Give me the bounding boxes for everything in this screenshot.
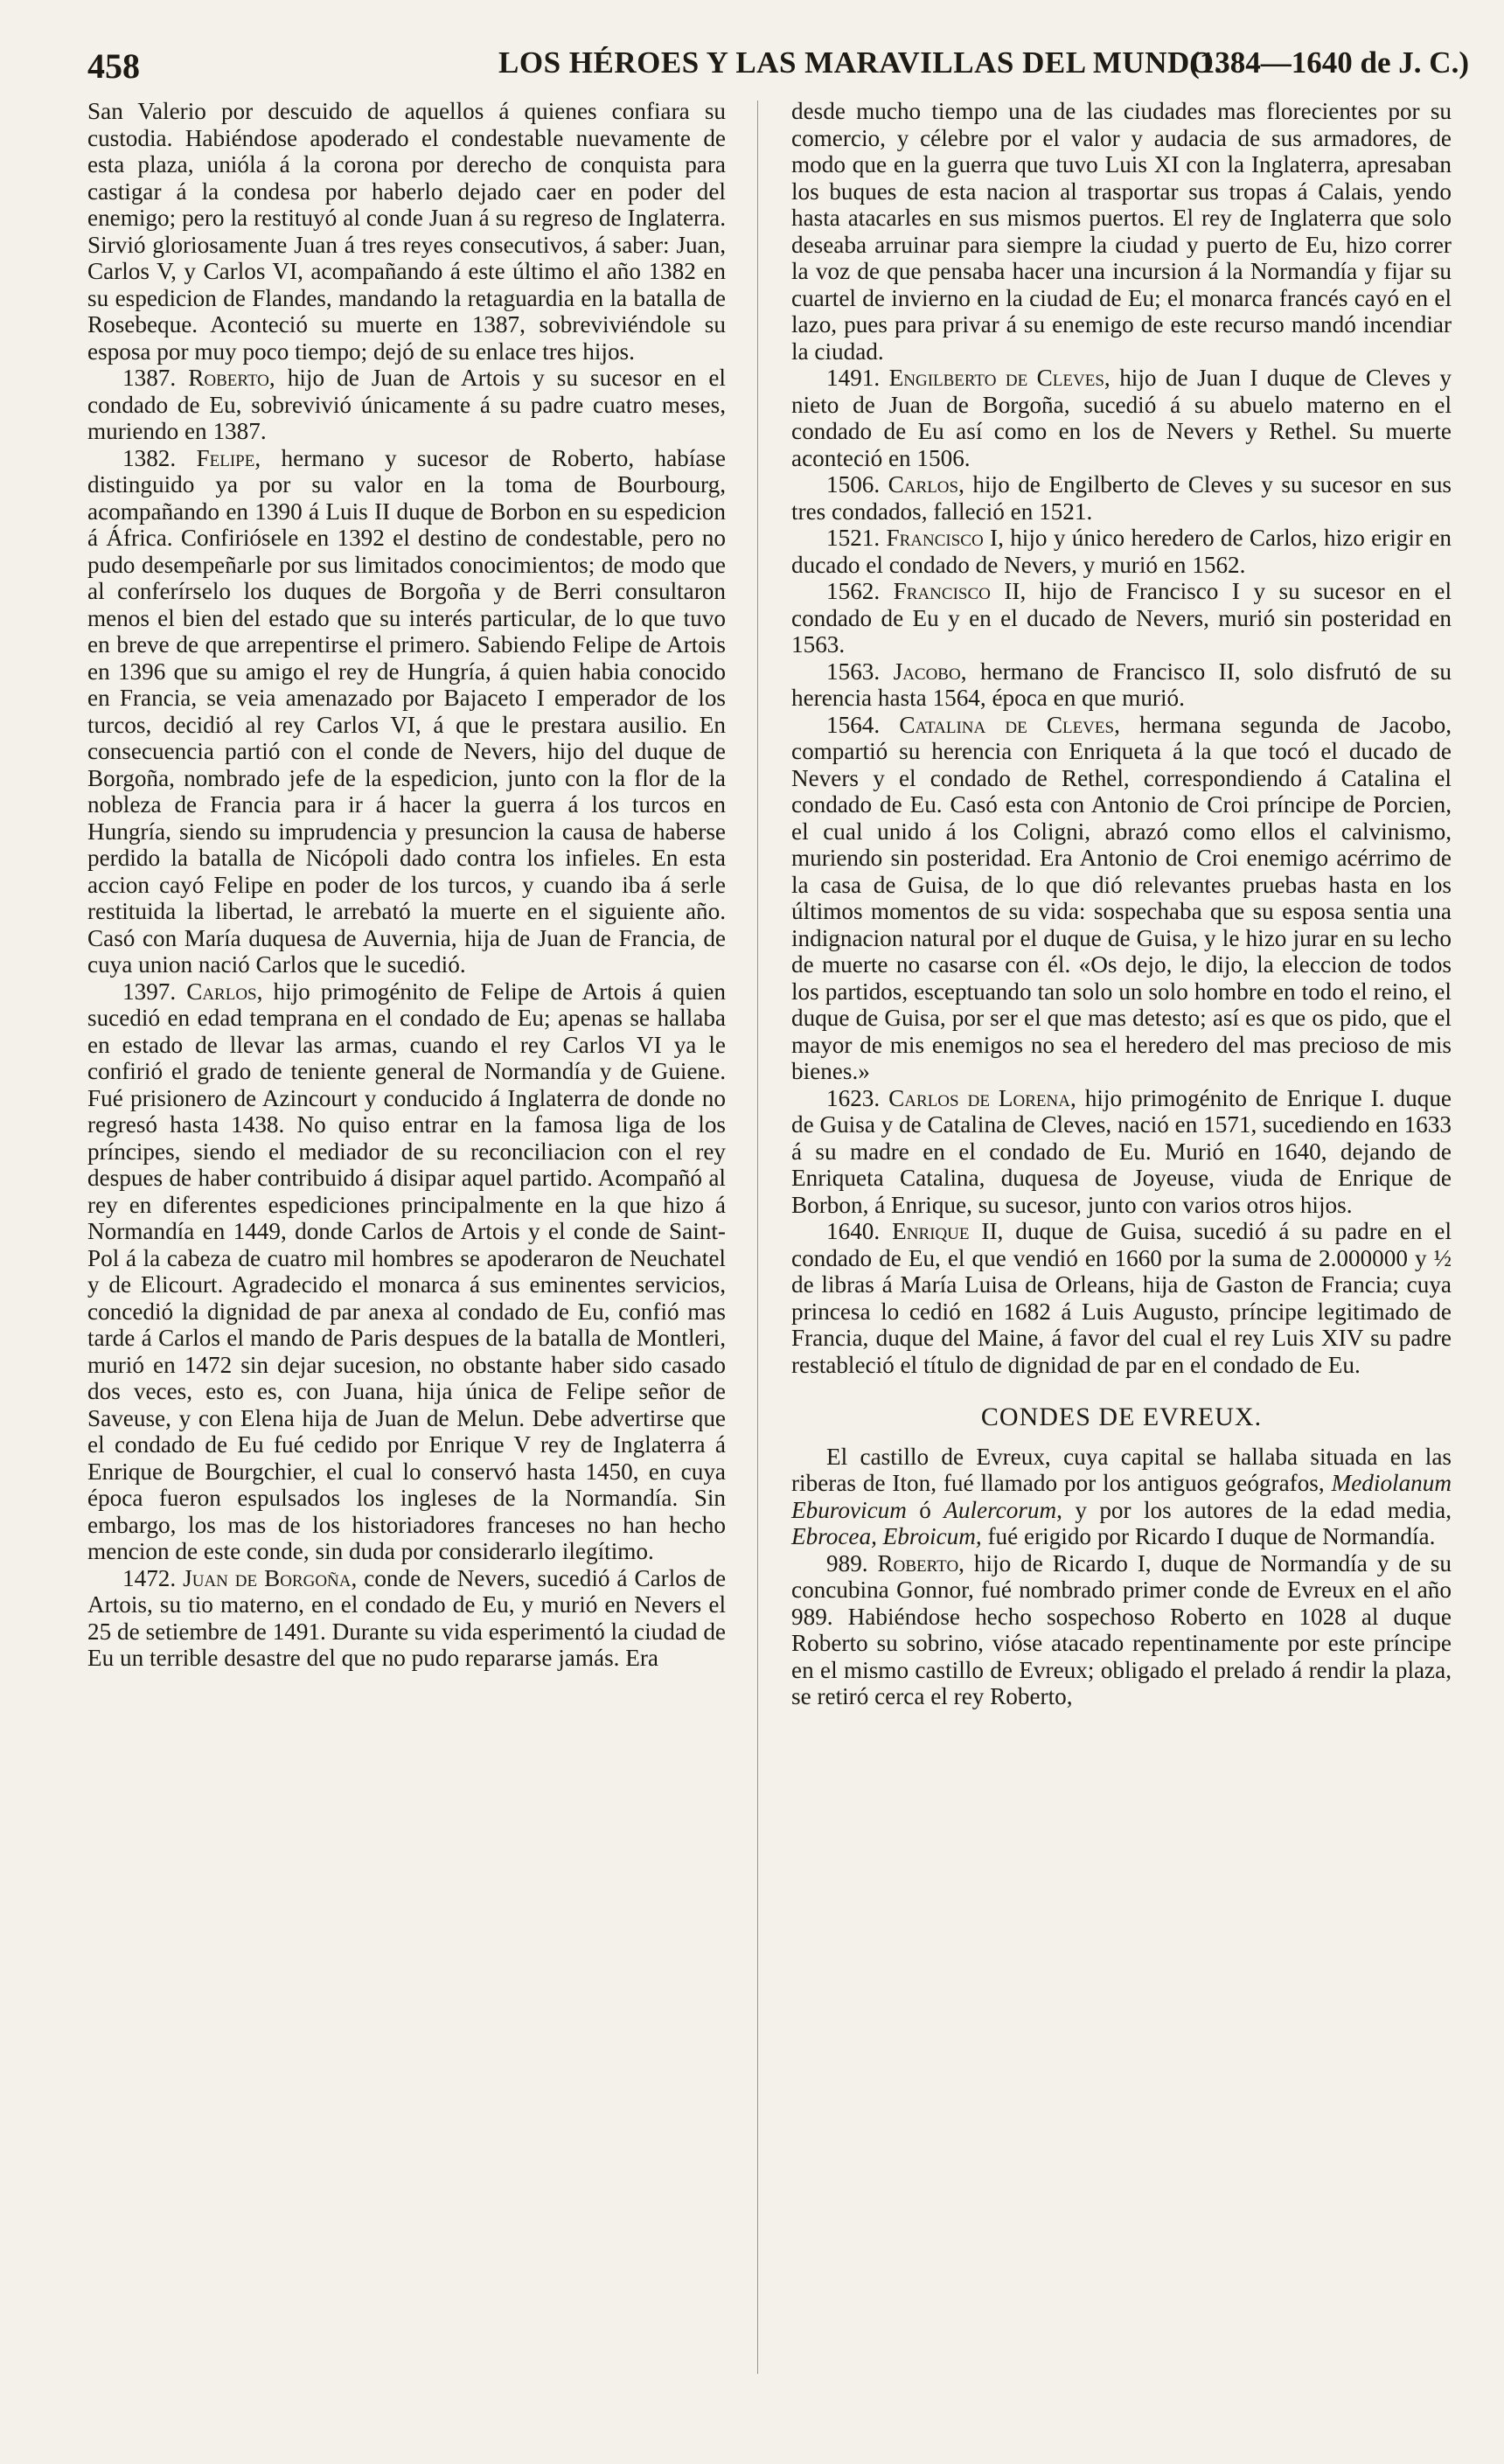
paragraph-text: El castillo de Evreux, cuya capital se hallaba situada en las riberas de Iton, fué llamado por los antiguos geógrafos, [791, 1443, 1452, 1496]
paragraph: desde mucho tiempo una de las ciudades mas florecientes por su comercio, y célebre por el valor y audacia de sus armadores, de modo que en la guerra que tuvo Luis XI con la Inglaterra, apresaban los buques de esta nacion al trasportar sus tropas á Calais, yendo hasta atacarles en sus mismos puertos. El rey de Inglaterra que solo deseaba arruinar para siempre la ciudad y puerto de Eu, hizo correr la voz de que pensaba hacer una incursion á la Normandía y fijar su cuartel de invierno en la ciudad de Eu; el monarca francés cayó en el lazo, pues para privar á su enemigo de este recurso mandó incendiar la ciudad. [791, 98, 1452, 365]
entry-name: Carlos de Lorena, [888, 1084, 1076, 1111]
entry-paragraph [791, 365, 1452, 471]
entry-year: 1640. [826, 1218, 881, 1244]
latin-name: Ebrocea, Ebroicum, [791, 1523, 982, 1549]
entry-paragraph [87, 1565, 726, 1672]
entry-year: 989. [826, 1549, 868, 1577]
entry-text: hijo de Engilberto de Cleves y su sucesor en sus tres condados, falleció en 1521. [791, 471, 1452, 525]
entry-year: 1382. [122, 444, 177, 471]
paragraph: San Valerio por descuido de aquellos á quienes confiara su custodia. Habiéndose apoderado el condestable nuevamente de esta plaza, unióla á la corona por derecho de conquista para castigar á la condesa por haberlo dejado caer en poder del enemigo; pero la restituyó al conde Juan á su regreso de Inglaterra. Sirvió gloriosamente Juan á tres reyes consecutivos, á saber: Juan, Carlos V, y Carlos VI, acompañando á este último el año 1382 en su espedicion de Flandes, mandando la retaguardia en la batalla de Rosebeque. Aconteció su muerte en 1387, sobreviviéndole su esposa por muy poco tiempo; dejó de su enlace tres hijos. [87, 98, 726, 365]
entry-text: hijo primogénito de Enrique I. duque de Guisa y de Catalina de Cleves, nació en 1571, sucediendo en 1633 á su madre en el condado de Eu. Murió en 1640, dejando de Enriqueta Catalina, duquesa de Joyeuse, viuda de Enrique de Borbon, á Enrique, su sucesor, junto con varios otros hijos. [791, 1084, 1452, 1218]
entry-paragraph [791, 1085, 1452, 1219]
entry-text: duque de Guisa, sucedió á su padre en el condado de Eu, el que vendió en 1660 por la suma de 2.000000 y ½ de libras á María Luisa de Orleans, hija de Gaston de Francia; cuya princesa lo cedió en 1682 á Luis Augusto, príncipe legitimado de Francia, duque del Maine, á favor del cual el rey Luis XIV su padre restableció el título de dignidad de par en el condado de Eu. [791, 1218, 1452, 1378]
entry-paragraph [87, 445, 726, 978]
entry-name: Roberto, [188, 365, 275, 391]
entry-year: 1521. [826, 525, 881, 551]
entry-text: hijo de Francisco I y su sucesor en el condado de Eu y en el ducado de Nevers, murió sin posteridad en 1563. [791, 578, 1452, 658]
entry-name: Francisco I, [886, 525, 1004, 551]
entry-text: hijo primogénito de Felipe de Artois á quien sucedió en edad temprana en el condado de Eu; apenas se hallaba en estado de llevar las armas, cuando el rey Carlos VI ya le confirió el grado de teniente general de Normandía y de Guiene. Fué prisionero de Azincourt y conducido á Inglaterra de donde no regresó hasta 1438. No quiso entrar en la famosa liga de los príncipes, siendo el mediador de su reconciliacion con el rey despues de haber contribuido á disipar aquel partido. Acompañó al rey en diferentes espediciones principalmente en la que hizo á Normandía en 1449, donde Carlos de Artois y el conde de Saint-Pol á la cabeza de cuatro mil hombres se apoderaron de Neuchatel y de Elicourt. Agradecido el monarca á sus eminentes servicios, concedió la dignidad de par anexa al condado de Eu, confió mas tarde á Carlos el mando de Paris despues de la batalla de Montleri, murió en 1472 sin dejar sucesion, no obstante haber sido casado dos veces, esto es, con Juana, hija única de Felipe señor de Saveuse, y con Elena hija de Juan de Melun. Debe advertirse que el condado de Eu fué cedido por Enrique V rey de Inglaterra á Enrique de Bourgchier, el cual lo conservó hasta 1450, en cuya época fueron espulsados los ingleses de la Normandía. Sin embargo, los mas de los historiadores franceses no han hecho mencion de este conde, sin duda por considerarlo ilegítimo. [87, 978, 727, 1564]
latin-name: Mediolanum Eburovicum [791, 1470, 1452, 1523]
running-title: LOS HÉROES Y LAS MARAVILLAS DEL MUNDO. [498, 45, 1222, 80]
entry-year: 1564. [826, 711, 881, 738]
entry-name: Felipe, [196, 444, 261, 471]
entry-paragraph [791, 578, 1452, 658]
entry-name: Enrique II, [892, 1218, 1004, 1244]
left-column [87, 98, 726, 1672]
entry-paragraph [791, 1550, 1452, 1710]
entry-name: Carlos, [186, 978, 263, 1005]
column-divider [757, 101, 758, 2374]
right-column [791, 98, 1452, 1710]
entry-paragraph [791, 525, 1452, 578]
entry-text: hermano y sucesor de Roberto, habíase distinguido ya por su valor en la toma de Bourbourg, acompañando en 1390 á Luis II duque de Borbon en su espedicion á África. Confiriósele en 1392 el destino de condestable, pero no pudo desempeñarle por sus limitados conocimientos; de modo que al conferírselo los duques de Borgoña y de Berri consultaron menos el bien del estado que su interés particular, de lo que tuvo en breve de que arrepentirse el primero. Sabiendo Felipe de Artois en 1396 que su amigo el rey de Hungría, á quien habia conocido en Francia, se veia amenazado por Bajaceto I emperador de los turcos, decidió al rey Carlos VI, á que le prestara ausilio. En consecuencia partió con el conde de Nevers, hijo del duque de Borgoña, nombrado jefe de la espedicion, junto con la flor de la nobleza de Francia para ir á hacer la guerra á los turcos en Hungría, siendo su imprudencia y presuncion la causa de haberse perdido la batalla de Nicópoli dado contra los infieles. En esta accion cayó Felipe en poder de los turcos, y cuando iba á serle restituida la libertad, le arrebató la muerte en el siguiente año. Casó con María duquesa de Auvernia, hija de Juan de Francia, de cuya union nació Carlos que le sucedió. [87, 444, 727, 978]
section-title: CONDES DE EVREUX. [980, 1403, 1263, 1431]
entry-name: Francisco II, [893, 578, 1027, 604]
entry-name: Carlos, [888, 471, 964, 498]
entry-paragraph [791, 658, 1452, 712]
entry-year: 1387. [122, 365, 177, 391]
entry-paragraph [791, 1218, 1452, 1378]
entry-text: hijo y único heredero de Carlos, hizo erigir en ducado el condado de Nevers, y murió en 1562. [791, 525, 1452, 578]
paragraph-text: , y por los autores de la edad media, [1056, 1496, 1452, 1523]
entry-text: hermana segunda de Jacobo, compartió su herencia con Enriqueta á la que tocó el ducado de Nevers y el condado de Rethel, correspondiendo á Catalina el condado de Eu. Casó esta con Antonio de Croi príncipe de Porcien, el cual unido á los Coligni, abrazó como ellos el calvinismo, muriendo sin posteridad. Era Antonio de Croi enemigo acérrimo de la casa de Guisa, de lo que dió relevantes pruebas hasta en los últimos momentos de su vida: sospechaba que su esposa sentia una indignacion natural por el duque de Guisa, y le hizo jurar en su lecho de muerte no casarse con él. «Os dejo, le dijo, la eleccion de todos los partidos, esceptuando tan solo un solo hombre en todo el reino, el duque de Guisa, por ser el que mas detesto; así es que os pido, que el mayor de mis enemigos no sea el heredero del mas precioso de mis bienes.» [791, 711, 1452, 1084]
page-header [87, 45, 1469, 98]
entry-year: 1563. [826, 658, 881, 685]
entry-year: 1397. [122, 978, 177, 1005]
paragraph-text: fué erigido por Ricardo I duque de Normandía. [987, 1523, 1436, 1549]
entry-name: Roberto, [877, 1549, 964, 1577]
paragraph [791, 1444, 1452, 1550]
entry-paragraph [791, 712, 1452, 1085]
entry-paragraph [791, 471, 1452, 525]
latin-name: Aulercorum [943, 1496, 1057, 1523]
entry-paragraph [87, 978, 726, 1565]
entry-paragraph [87, 365, 726, 445]
entry-text: conde de Nevers, sucedió á Carlos de Artois, su tio materno, en el condado de Eu, y murió en Nevers el 25 de setiembre de 1491. Durante su vida esperimentó la ciudad de Eu un terrible desastre del que no pudo repararse jamás. Era [87, 1564, 727, 1671]
entry-name: Catalina de Cleves, [899, 711, 1120, 738]
entry-year: 1491. [826, 365, 881, 391]
entry-text: hijo de Juan de Artois y su sucesor en el condado de Eu, sobrevivió únicamente á su padre cuatro meses, muriendo en 1387. [87, 365, 726, 444]
entry-name: Engilberto de Cleves, [888, 365, 1111, 391]
entry-name: Juan de Borgoña, [183, 1564, 358, 1591]
entry-name: Jacobo, [893, 658, 967, 685]
entry-year: 1562. [826, 578, 881, 604]
paragraph-text: ó [919, 1496, 931, 1523]
entry-year: 1472. [122, 1564, 177, 1591]
date-range: (1384—1640 de J. C.) [1189, 45, 1469, 80]
entry-year: 1506. [826, 471, 881, 498]
entry-text: hijo de Juan I duque de Cleves y nieto de Juan de Borgoña, sucedió á su abuelo materno en el condado de Eu así como en los de Nevers y Rethel. Su muerte aconteció en 1506. [791, 365, 1452, 471]
entry-text: hijo de Ricardo I, duque de Normandía y de su concubina Gonnor, fué nombrado primer conde de Evreux en el año 989. Habiéndose hecho sospechoso Roberto en 1028 al duque Roberto su sobrino, vióse atacado repentinamente por este príncipe en el mismo castillo de Evreux; obligado el prelado á rendir la plaza, se retiró cerca el rey Roberto, [791, 1549, 1452, 1709]
page-number: 458 [87, 46, 140, 86]
entry-year: 1623. [826, 1084, 881, 1111]
entry-text: hermano de Francisco II, solo disfrutó de su herencia hasta 1564, época en que murió. [791, 658, 1452, 711]
